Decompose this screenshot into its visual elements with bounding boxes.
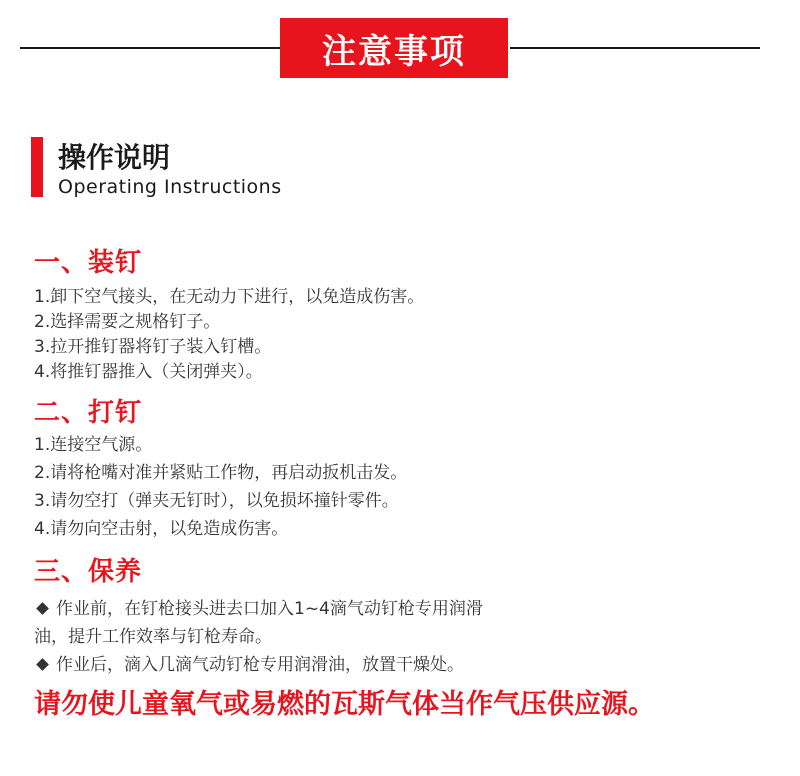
heading-maintenance: 三、保养 <box>34 557 143 587</box>
heading-firing: 二、打钉 <box>34 398 143 428</box>
list-item: 4.将推钉器推入（关闭弹夹）。 <box>34 362 263 382</box>
diamond-bullet-icon <box>36 658 49 671</box>
list-item-continuation: 油，提升工作效率与钉枪寿命。 <box>34 627 272 647</box>
list-item-text: 作业后，滴入几滴气动钉枪专用润滑油，放置干燥处。 <box>56 655 464 675</box>
list-item: 2.选择需要之规格钉子。 <box>34 312 221 332</box>
header-rule-right <box>510 47 760 49</box>
list-item: 4.请勿向空击射，以免造成伤害。 <box>34 519 289 539</box>
list-item: 3.请勿空打（弹夹无钉时），以免损坏撞针零件。 <box>34 491 399 511</box>
section-title-en: Operating Instructions <box>58 176 282 198</box>
diamond-bullet-icon <box>36 602 49 615</box>
list-item <box>34 594 483 619</box>
section-title-cn: 操作说明 <box>58 141 171 174</box>
header-rule-left <box>20 47 282 49</box>
list-item-text: 作业前，在钉枪接头进去口加入1~4滴气动钉枪专用润滑 <box>56 599 483 619</box>
heading-loading: 一、装钉 <box>34 248 143 278</box>
list-item: 1.卸下空气接头，在无动力下进行，以免造成伤害。 <box>34 287 425 307</box>
list-item: 2.请将枪嘴对准并紧贴工作物，再启动扳机击发。 <box>34 463 408 483</box>
section-accent-bar <box>31 137 43 197</box>
safety-warning: 请勿使儿童氧气或易燃的瓦斯气体当作气压供应源。 <box>34 689 655 720</box>
list-item: 3.拉开推钉器将钉子装入钉槽。 <box>34 337 272 357</box>
list-item <box>34 650 464 675</box>
list-item: 1.连接空气源。 <box>34 435 153 455</box>
notice-banner: 注意事项 <box>280 18 508 78</box>
